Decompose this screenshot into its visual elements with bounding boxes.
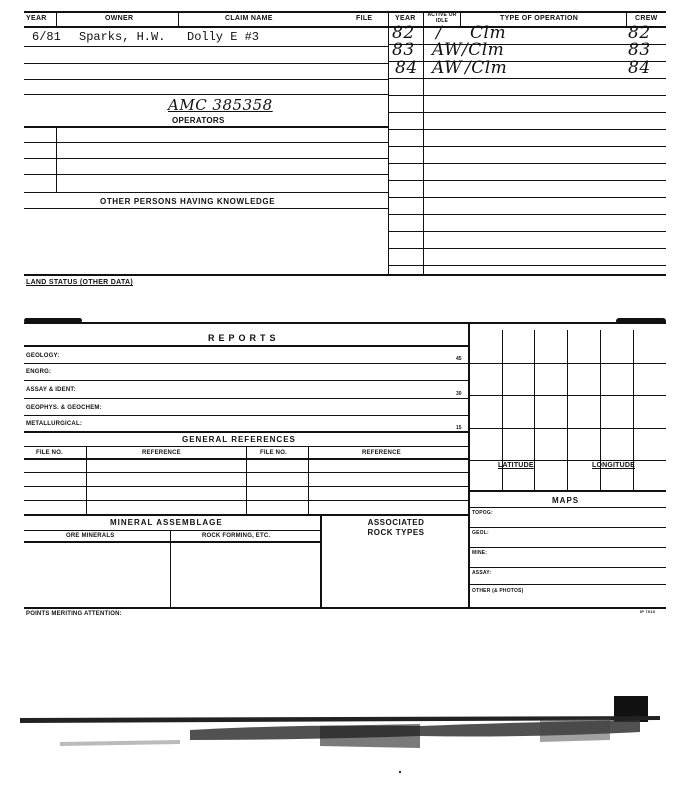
scan-noise <box>0 690 678 780</box>
rule <box>388 61 666 62</box>
rule <box>468 584 666 585</box>
maps-assay: ASSAY: <box>472 570 492 576</box>
rule <box>24 486 468 487</box>
divider <box>567 330 568 490</box>
header-year-2: YEAR <box>395 15 416 22</box>
divider <box>56 11 57 28</box>
maps-title: MAPS <box>552 496 580 505</box>
ore-minerals-label: ORE MINERALS <box>66 533 115 539</box>
rule <box>468 547 666 548</box>
rule <box>24 174 388 175</box>
rule <box>468 395 666 396</box>
gr-reference-1: REFERENCE <box>142 450 181 456</box>
divider <box>246 446 247 514</box>
rule <box>388 265 666 266</box>
land-status-label: LAND STATUS (OTHER DATA) <box>26 279 134 286</box>
rule <box>388 95 666 96</box>
divider <box>320 514 322 608</box>
rule <box>24 431 468 433</box>
rule <box>24 274 666 276</box>
rule <box>24 380 468 381</box>
rule <box>468 567 666 568</box>
record-claim-name: Dolly E #3 <box>187 30 260 44</box>
rock-forming-label: ROCK FORMING, ETC. <box>202 533 271 539</box>
op-crew-3: 84 <box>628 58 651 78</box>
rule <box>388 180 666 181</box>
report-geology: GEOLOGY: <box>26 353 60 359</box>
header-type-of-operation: TYPE OF OPERATION <box>500 15 579 22</box>
op-year-1: 82 <box>392 23 415 43</box>
maps-mine: MINE: <box>472 550 488 556</box>
divider <box>170 530 171 608</box>
record-year: 6/81 <box>32 30 61 44</box>
top-border <box>24 11 666 13</box>
divider <box>308 446 309 514</box>
divider <box>460 11 461 28</box>
op-year-2: 83 <box>392 40 415 60</box>
rule <box>24 415 468 416</box>
record-owner: Sparks, H.W. <box>79 30 166 44</box>
reports-title: REPORTS <box>208 333 280 343</box>
rule <box>24 94 388 95</box>
general-references-title: GENERAL REFERENCES <box>182 435 296 444</box>
maps-topog: TOPOG: <box>472 510 493 516</box>
form-code: IP 7010 <box>640 609 656 614</box>
rule <box>24 79 388 80</box>
header-crew: CREW <box>635 15 658 22</box>
divider <box>56 127 57 193</box>
rule <box>24 514 468 516</box>
op-active-2: AW <box>432 40 463 60</box>
rule <box>388 146 666 147</box>
header-year: YEAR <box>26 15 47 22</box>
report-geology-num: 45 <box>456 356 462 362</box>
op-crew-2: 83 <box>628 40 651 60</box>
rule <box>24 345 468 347</box>
rule <box>24 500 468 501</box>
report-assay-num: 30 <box>456 391 462 397</box>
header-owner: OWNER <box>105 15 134 22</box>
maps-geol: GEOL: <box>472 530 489 536</box>
rule <box>24 46 388 47</box>
rule <box>388 197 666 198</box>
rule <box>24 530 320 531</box>
rule <box>388 112 666 113</box>
rule <box>468 363 666 364</box>
gr-file-no-2: FILE NO. <box>260 450 287 456</box>
rule <box>24 63 388 64</box>
op-type-2: /Clm <box>462 40 505 60</box>
rule <box>388 163 666 164</box>
divider <box>423 11 424 275</box>
header-file: FILE <box>356 15 373 22</box>
rule <box>24 208 388 209</box>
header-active-or-idle: ACTIVE OR IDLE <box>427 12 457 24</box>
report-assay: ASSAY & IDENT: <box>26 387 76 393</box>
report-metallurgical-num: 15 <box>456 425 462 431</box>
gr-file-no-1: FILE NO. <box>36 450 63 456</box>
operators-label: OPERATORS <box>172 116 225 125</box>
rule <box>24 363 468 364</box>
rule <box>24 142 388 143</box>
rule <box>24 607 666 609</box>
rule <box>388 44 666 45</box>
divider <box>388 11 389 275</box>
rule <box>388 78 666 79</box>
op-active-3: AW <box>432 58 463 78</box>
header-claim-name: CLAIM NAME <box>225 15 273 22</box>
gr-reference-2: REFERENCE <box>362 450 401 456</box>
divider <box>468 322 470 608</box>
rule <box>388 214 666 215</box>
divider <box>86 446 87 514</box>
rule <box>388 248 666 249</box>
rule <box>468 490 666 492</box>
other-persons-label: OTHER PERSONS HAVING KNOWLEDGE <box>100 197 276 206</box>
rule <box>468 460 666 461</box>
divider <box>626 11 627 28</box>
rule <box>468 507 666 508</box>
op-active-1: / <box>436 23 443 43</box>
report-engrg: ENGRG: <box>26 369 52 375</box>
mineral-assemblage-title: MINERAL ASSEMBLAGE <box>110 518 223 527</box>
rule <box>24 398 468 399</box>
divider <box>178 11 179 28</box>
report-metallurgical: METALLURGICAL: <box>26 421 83 427</box>
maps-other: OTHER (& PHOTOS) <box>472 588 524 594</box>
report-geophys: GEOPHYS. & GEOCHEM: <box>26 405 102 411</box>
rule <box>468 428 666 429</box>
rule <box>24 541 320 543</box>
rule <box>24 472 468 473</box>
op-year-3: 84 <box>395 58 418 78</box>
op-crew-1: 82 <box>628 23 651 43</box>
rule <box>24 158 388 159</box>
rule <box>388 129 666 130</box>
associated-rock-types-label: ASSOCIATED ROCK TYPES <box>367 518 425 537</box>
rule <box>24 126 388 128</box>
latitude-label: LATITUDE <box>498 462 534 469</box>
rule <box>468 527 666 528</box>
rule <box>388 231 666 232</box>
op-type-1: Clm <box>470 23 507 43</box>
divider <box>534 330 535 490</box>
op-type-3: /Clm <box>465 58 508 78</box>
rule <box>24 322 666 324</box>
longitude-label: LONGITUDE <box>592 462 636 469</box>
points-meriting-attention-label: POINTS MERITING ATTENTION: <box>26 611 122 617</box>
header-bottom-border <box>24 26 666 28</box>
rule <box>24 192 388 193</box>
operators-handwritten: AMC 385358 <box>168 96 273 114</box>
